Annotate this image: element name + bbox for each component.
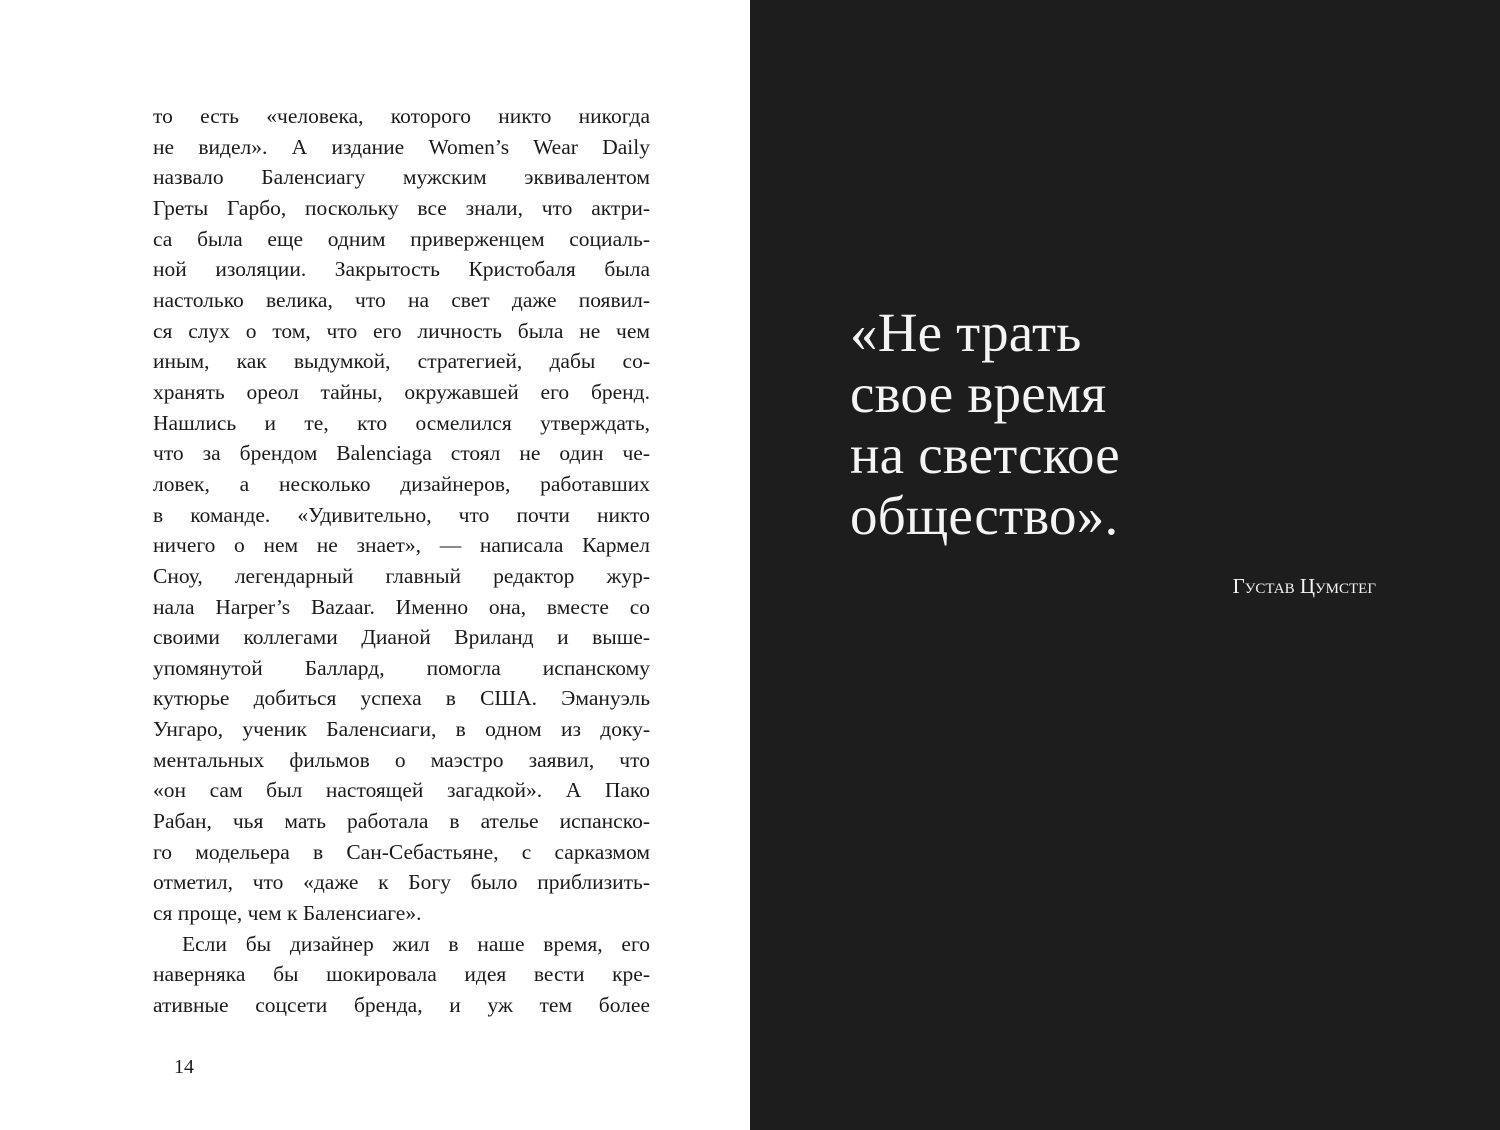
text-line: Рабан, чья мать работала в ателье испанско- <box>153 809 650 834</box>
paragraph-end-line: ся проще, чем к Баленсиаге». <box>153 901 422 926</box>
quote-attribution: Густав Цумстег <box>1232 574 1376 598</box>
text-line: хранять ореол тайны, окружавшей его бренд. <box>153 379 650 404</box>
text-line: Сноу, легендарный главный редактор жур- <box>153 563 650 588</box>
pull-quote <box>850 302 1120 546</box>
page-number: 14 <box>174 1056 194 1078</box>
text-line: са была еще одним приверженцем социаль- <box>153 226 650 251</box>
text-line: то есть «человека, которого никто никогда <box>153 104 650 128</box>
quote-line: свое время <box>850 363 1107 424</box>
text-line: иным, как выдумкой, стратегией, дабы со- <box>153 349 650 374</box>
text-line: наверняка бы шокировала идея вести кре- <box>153 962 650 987</box>
quote-line: общество». <box>850 485 1119 546</box>
quote-line: на светское <box>850 424 1120 485</box>
text-line: ной изоляции. Закрытость Кристобаля была <box>153 257 650 282</box>
body-text <box>153 101 650 1021</box>
paragraph-start-line: Если бы дизайнер жил в наше время, его <box>182 931 650 956</box>
text-line: своими коллегами Дианой Вриланд и выше- <box>153 625 650 650</box>
text-line: отметил, что «даже к Богу было приблизить- <box>153 870 650 895</box>
text-line: Унгаро, ученик Баленсиаги, в одном из доку- <box>153 717 650 742</box>
text-line: упомянутой Баллард, помогла испанскому <box>153 655 650 680</box>
text-line: ся слух о том, что его личность была не чем <box>153 318 650 343</box>
text-line: «он сам был настоящей загадкой». А Пако <box>153 778 650 803</box>
text-line: ментальных фильмов о маэстро заявил, что <box>153 747 650 772</box>
text-line: в команде. «Удивительно, что почти никто <box>153 502 650 527</box>
text-line: что за брендом Balenciaga стоял не один че- <box>153 441 650 466</box>
text-line: ничего о нем не знает», — написала Кармел <box>153 533 650 558</box>
text-line: Греты Гарбо, поскольку все знали, что актри- <box>153 195 650 220</box>
text-line: ловек, а несколько дизайнеров, работавших <box>153 471 650 496</box>
text-line: нала Harper’s Bazaar. Именно она, вместе со <box>153 594 650 619</box>
text-line: настолько велика, что на свет даже появил- <box>153 287 650 312</box>
text-line: Нашлись и те, кто осмелился утверждать, <box>153 410 650 435</box>
text-line: назвало Баленсиагу мужским эквивалентом <box>153 165 650 190</box>
text-line: го модельера в Сан-Себастьяне, с сарказмом <box>153 839 650 864</box>
right-page <box>750 0 1500 1130</box>
text-line: не видел». А издание Women’s Wear Daily <box>153 134 650 159</box>
quote-line: «Не трать <box>850 302 1082 363</box>
text-line: кутюрье добиться успеха в США. Эмануэль <box>153 686 650 711</box>
text-line: ативные соцсети бренда, и уж тем более <box>153 993 650 1018</box>
